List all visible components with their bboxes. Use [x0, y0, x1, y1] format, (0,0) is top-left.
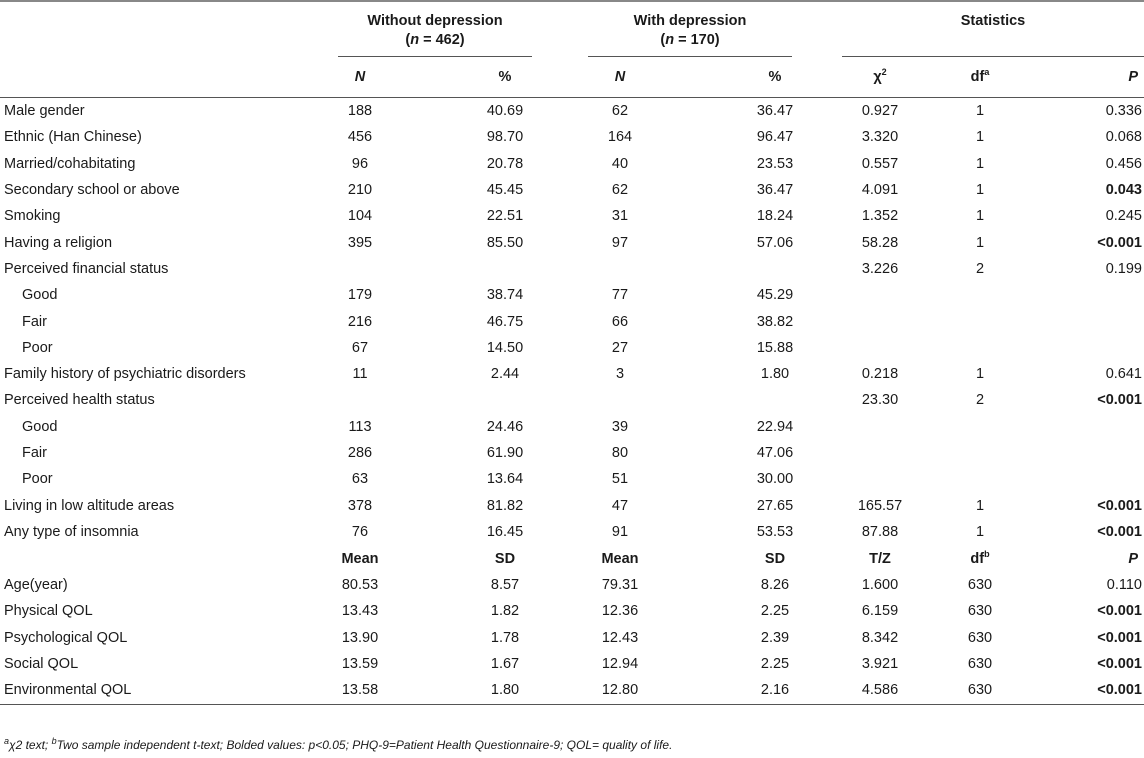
cell-n-without: 378 [347, 497, 373, 514]
cell-df: 630 [967, 577, 993, 594]
row-label: Poor [22, 471, 53, 488]
cell-mean-with: 79.31 [601, 577, 639, 594]
cell-df: 2 [975, 392, 985, 409]
cell-sd-without: 8.57 [490, 577, 520, 594]
cell-pct-with: 18.24 [756, 208, 794, 225]
chi2-symbol: χ [873, 69, 882, 85]
cell-df [930, 335, 1030, 361]
row-label: Smoking [4, 208, 61, 225]
col-sd-with: SD [764, 550, 786, 567]
cell-p-value: <0.001 [1097, 497, 1142, 514]
group-with-depression-title: With depression [633, 13, 747, 29]
cell-p-value: <0.001 [1097, 656, 1142, 673]
table-row [0, 651, 1144, 677]
cell-df: 2 [975, 260, 985, 277]
cell-n-without [300, 387, 420, 413]
group-without-depression-title: Without depression [367, 13, 503, 29]
cell-p-value: 0.641 [1105, 366, 1142, 383]
cell-chi2 [800, 466, 930, 492]
row-label: Secondary school or above [4, 182, 180, 199]
cell-pct-without: 2.44 [490, 366, 520, 383]
cell-chi2 [800, 414, 930, 440]
n-value: = 170) [674, 32, 720, 48]
cell-df: 630 [967, 682, 993, 699]
cell-sd-with: 2.16 [760, 682, 790, 699]
cell-tz: 6.159 [861, 603, 899, 620]
col-mean-with: Mean [601, 550, 639, 567]
table-row [0, 519, 1144, 545]
cell-n-without: 216 [347, 313, 373, 330]
cell-pct-without: 45.45 [486, 182, 524, 199]
cell-p-value: 0.456 [1105, 155, 1142, 172]
col-pct-without: % [498, 69, 512, 85]
cell-chi2 [800, 282, 930, 308]
cell-n-with: 51 [611, 471, 629, 488]
col-sd-without: SD [494, 550, 516, 567]
row-label: Perceived financial status [4, 260, 169, 277]
cell-p-value [1030, 440, 1144, 466]
row-label: Living in low altitude areas [4, 497, 175, 514]
cell-pct-without [420, 256, 550, 282]
row-label: Perceived health status [4, 392, 155, 409]
cell-chi2 [800, 308, 930, 334]
row-label: Fair [22, 445, 47, 461]
cell-n-without: 286 [347, 445, 373, 461]
col-pct-with: % [768, 69, 782, 85]
cell-pct-without: 40.69 [486, 103, 524, 120]
cell-sd-with: 2.25 [760, 656, 790, 673]
n-label: n [665, 32, 675, 48]
cell-df [930, 466, 1030, 492]
cell-n-with: 27 [611, 339, 629, 356]
group-statistics [842, 2, 1144, 57]
row-label: Age(year) [4, 577, 68, 594]
table-row [0, 282, 1144, 308]
cell-n-without: 11 [352, 366, 368, 383]
cell-pct-without: 81.82 [486, 497, 524, 514]
cell-pct-with [660, 256, 800, 282]
cell-df: 1 [975, 208, 985, 225]
row-label: Any type of insomnia [4, 523, 139, 540]
cell-p-value [1030, 308, 1144, 334]
cell-pct-without: 13.64 [486, 471, 524, 488]
cell-n-with: 91 [611, 523, 629, 540]
cell-mean-without: 13.59 [341, 656, 379, 673]
row-label: Social QOL [4, 656, 79, 673]
cell-df: 630 [967, 603, 993, 620]
cell-pct-without: 24.46 [486, 418, 524, 435]
cell-p-value: 0.336 [1105, 103, 1142, 120]
cell-chi2: 23.30 [861, 392, 899, 409]
cell-pct-with: 23.53 [756, 155, 794, 172]
cell-tz: 3.921 [861, 656, 899, 673]
row-label: Physical QOL [4, 603, 93, 620]
cell-pct-without: 98.70 [486, 129, 524, 146]
cell-chi2: 0.557 [861, 155, 899, 172]
table-row [0, 361, 1144, 387]
n-value: = 462) [419, 32, 465, 48]
cell-sd-with: 2.39 [760, 629, 790, 646]
cell-p-value: <0.001 [1097, 629, 1142, 646]
cell-df [930, 414, 1030, 440]
cell-df [930, 440, 1030, 466]
cell-pct-without: 14.50 [486, 339, 524, 356]
cell-n-with: 66 [611, 313, 629, 330]
cell-pct-without: 38.74 [486, 287, 524, 304]
cell-n-with: 80 [611, 445, 629, 461]
cell-mean-without: 13.58 [341, 682, 379, 699]
cell-p-value: 0.245 [1105, 208, 1142, 225]
table-row [0, 308, 1144, 334]
cell-pct-with: 22.94 [756, 418, 794, 435]
cell-n-without: 456 [347, 129, 373, 146]
cell-n-without: 179 [347, 287, 373, 304]
cell-chi2: 1.352 [861, 208, 899, 225]
cell-p-value [1030, 282, 1144, 308]
cell-chi2 [800, 335, 930, 361]
cell-df: 1 [975, 523, 985, 540]
row-label: Ethnic (Han Chinese) [4, 129, 142, 146]
cell-mean-without: 13.43 [341, 603, 379, 620]
categorical-section [0, 98, 1144, 545]
cell-chi2: 3.320 [861, 129, 899, 146]
row-label: Good [22, 418, 58, 435]
table-row [0, 625, 1144, 651]
table-row [0, 203, 1144, 229]
cell-chi2: 87.88 [861, 523, 899, 540]
cell-p-value: <0.001 [1097, 392, 1142, 409]
cell-sd-with: 2.25 [760, 603, 790, 620]
cell-pct-without: 22.51 [486, 208, 524, 225]
cell-tz: 4.586 [861, 682, 899, 699]
cell-sd-without: 1.78 [490, 629, 520, 646]
cell-pct-without: 20.78 [486, 155, 524, 172]
col-chi2 [800, 57, 930, 98]
row-label: Family history of psychiatric disorders [4, 366, 246, 383]
cell-sd-without: 1.67 [490, 656, 520, 673]
continuous-section [0, 572, 1144, 704]
cell-mean-without: 13.90 [341, 629, 379, 646]
cell-n-without: 210 [347, 182, 373, 199]
cell-n-with: 97 [611, 234, 629, 251]
table-row [0, 677, 1144, 704]
cell-pct-without: 46.75 [486, 313, 524, 330]
table-row [0, 177, 1144, 203]
table-row [0, 466, 1144, 492]
cell-n-with: 40 [611, 155, 629, 172]
cell-chi2: 58.28 [861, 234, 899, 251]
cell-mean-with: 12.94 [601, 656, 639, 673]
cell-n-with: 39 [611, 418, 629, 435]
table-row [0, 598, 1144, 624]
cell-p-value: 0.043 [1105, 182, 1142, 199]
cell-df: 630 [967, 629, 993, 646]
cell-n-without: 96 [351, 155, 369, 172]
cell-pct-without: 85.50 [486, 234, 524, 251]
cell-n-without: 395 [347, 234, 373, 251]
row-label: Poor [22, 339, 53, 356]
cell-pct-without [420, 387, 550, 413]
cell-p-value: <0.001 [1097, 234, 1142, 251]
cell-p-value [1030, 335, 1144, 361]
cell-df [930, 308, 1030, 334]
footnote-b-text: Two sample independent t-text; Bolded values: p<0.05; PHQ-9=Patient Health Questionnaire-9; QOL= quality of life. [56, 738, 673, 752]
col-df [930, 57, 1030, 98]
cell-chi2: 165.57 [857, 497, 903, 514]
table-row [0, 151, 1144, 177]
group-header-row [0, 2, 1144, 57]
cell-pct-with: 38.82 [756, 313, 794, 330]
cell-pct-with: 1.80 [760, 366, 790, 383]
row-label: Male gender [4, 103, 85, 120]
cell-tz: 8.342 [861, 629, 899, 646]
group-with-depression-n [588, 31, 792, 50]
cell-df: 1 [975, 182, 985, 199]
row-label: Psychological QOL [4, 629, 128, 646]
cell-n-with: 31 [611, 208, 629, 225]
cell-mean-with: 12.80 [601, 682, 639, 699]
cell-pct-with: 53.53 [756, 523, 794, 540]
row-label: Married/cohabitating [4, 155, 136, 172]
cell-pct-with: 45.29 [756, 287, 794, 304]
cell-pct-with: 36.47 [756, 103, 794, 120]
col-df-b [930, 545, 1030, 572]
table-row [0, 440, 1144, 466]
cell-df: 1 [975, 366, 985, 383]
cell-sd-with: 8.26 [760, 577, 790, 594]
cell-chi2: 3.226 [861, 260, 899, 277]
cell-pct-with: 57.06 [756, 234, 794, 251]
cell-n-without: 188 [347, 103, 373, 120]
n-prefix: ( [660, 32, 666, 48]
group-without-depression [338, 2, 532, 57]
cell-df: 1 [975, 129, 985, 146]
cell-df [930, 282, 1030, 308]
cell-pct-without: 61.90 [486, 445, 524, 461]
cell-chi2 [800, 440, 930, 466]
col-mean-without: Mean [341, 550, 379, 567]
cell-n-with: 62 [611, 182, 629, 199]
cell-mean-with: 12.43 [601, 629, 639, 646]
cell-p-value: 0.110 [1106, 577, 1142, 594]
col-p-b: P [1128, 550, 1138, 567]
cell-n-without [300, 256, 420, 282]
cell-p-value: <0.001 [1097, 682, 1142, 699]
table-footnote [4, 738, 672, 752]
continuous-header-section [0, 545, 1144, 572]
cell-pct-with: 36.47 [756, 182, 794, 199]
cell-df: 1 [975, 234, 985, 251]
cell-n-without: 76 [351, 523, 369, 540]
cell-n-with: 62 [611, 103, 629, 120]
cell-df: 630 [967, 656, 993, 673]
footnote-b-sup: b [51, 736, 57, 746]
col-p: P [1128, 69, 1138, 85]
df-label: df [970, 69, 985, 85]
cell-tz: 1.600 [861, 577, 899, 594]
cell-df: 1 [975, 497, 985, 514]
table-row [0, 229, 1144, 255]
cell-n-with [550, 387, 660, 413]
row-label: Environmental QOL [4, 682, 132, 699]
footnote-a-text: χ2 text; [9, 738, 52, 752]
df-b-label: df [970, 550, 985, 567]
cell-chi2: 4.091 [861, 182, 899, 199]
cell-chi2: 0.927 [861, 103, 899, 120]
cell-n-with [550, 256, 660, 282]
group-with-depression [588, 2, 792, 57]
cell-p-value: <0.001 [1097, 603, 1142, 620]
cell-p-value [1030, 466, 1144, 492]
cell-pct-with: 27.65 [756, 497, 794, 514]
cell-n-with: 77 [611, 287, 629, 304]
cell-p-value [1030, 414, 1144, 440]
cell-mean-with: 12.36 [601, 603, 639, 620]
cell-pct-with: 47.06 [756, 445, 794, 461]
cell-n-without: 113 [348, 418, 372, 435]
cell-mean-without: 80.53 [341, 577, 379, 594]
row-label: Fair [22, 313, 47, 330]
cell-sd-without: 1.82 [490, 603, 520, 620]
row-label: Having a religion [4, 234, 113, 251]
cell-n-without: 104 [347, 208, 373, 225]
cell-p-value: 0.068 [1105, 129, 1142, 146]
cell-p-value: 0.199 [1105, 260, 1142, 277]
cell-pct-with [660, 387, 800, 413]
cell-n-with: 164 [607, 129, 633, 146]
subheader-row [0, 57, 1144, 98]
table-row [0, 572, 1144, 598]
cell-pct-with: 96.47 [756, 129, 794, 146]
cell-p-value: <0.001 [1097, 523, 1142, 540]
col-n-with: N [614, 69, 626, 85]
table-row [0, 124, 1144, 150]
cell-n-without: 63 [351, 471, 369, 488]
group-without-depression-n [338, 31, 532, 50]
col-n-without: N [354, 69, 366, 85]
cell-n-without: 67 [351, 339, 369, 356]
cell-df: 1 [975, 103, 985, 120]
continuous-header-row [0, 545, 1144, 572]
row-label: Good [22, 287, 58, 304]
df-sup: a [984, 67, 990, 78]
chi2-sup: 2 [881, 67, 887, 78]
cell-pct-with: 30.00 [756, 471, 794, 488]
df-b-sup: b [984, 548, 990, 559]
n-label: n [410, 32, 420, 48]
footnote-a-sup: a [4, 736, 10, 746]
table-row [0, 335, 1144, 361]
group-statistics-title: Statistics [960, 13, 1026, 29]
col-tz: T/Z [869, 550, 891, 567]
table-row [0, 98, 1144, 124]
cell-n-with: 47 [611, 497, 629, 514]
cell-pct-with: 15.88 [756, 339, 794, 356]
cell-sd-without: 1.80 [490, 682, 520, 699]
cell-pct-without: 16.45 [486, 523, 524, 540]
n-prefix: ( [405, 32, 411, 48]
cell-chi2: 0.218 [861, 366, 899, 383]
cell-df: 1 [975, 155, 985, 172]
table-row [0, 492, 1144, 518]
table-row [0, 256, 1144, 282]
table-row [0, 387, 1144, 413]
cell-n-with: 3 [615, 366, 625, 383]
table-row [0, 414, 1144, 440]
